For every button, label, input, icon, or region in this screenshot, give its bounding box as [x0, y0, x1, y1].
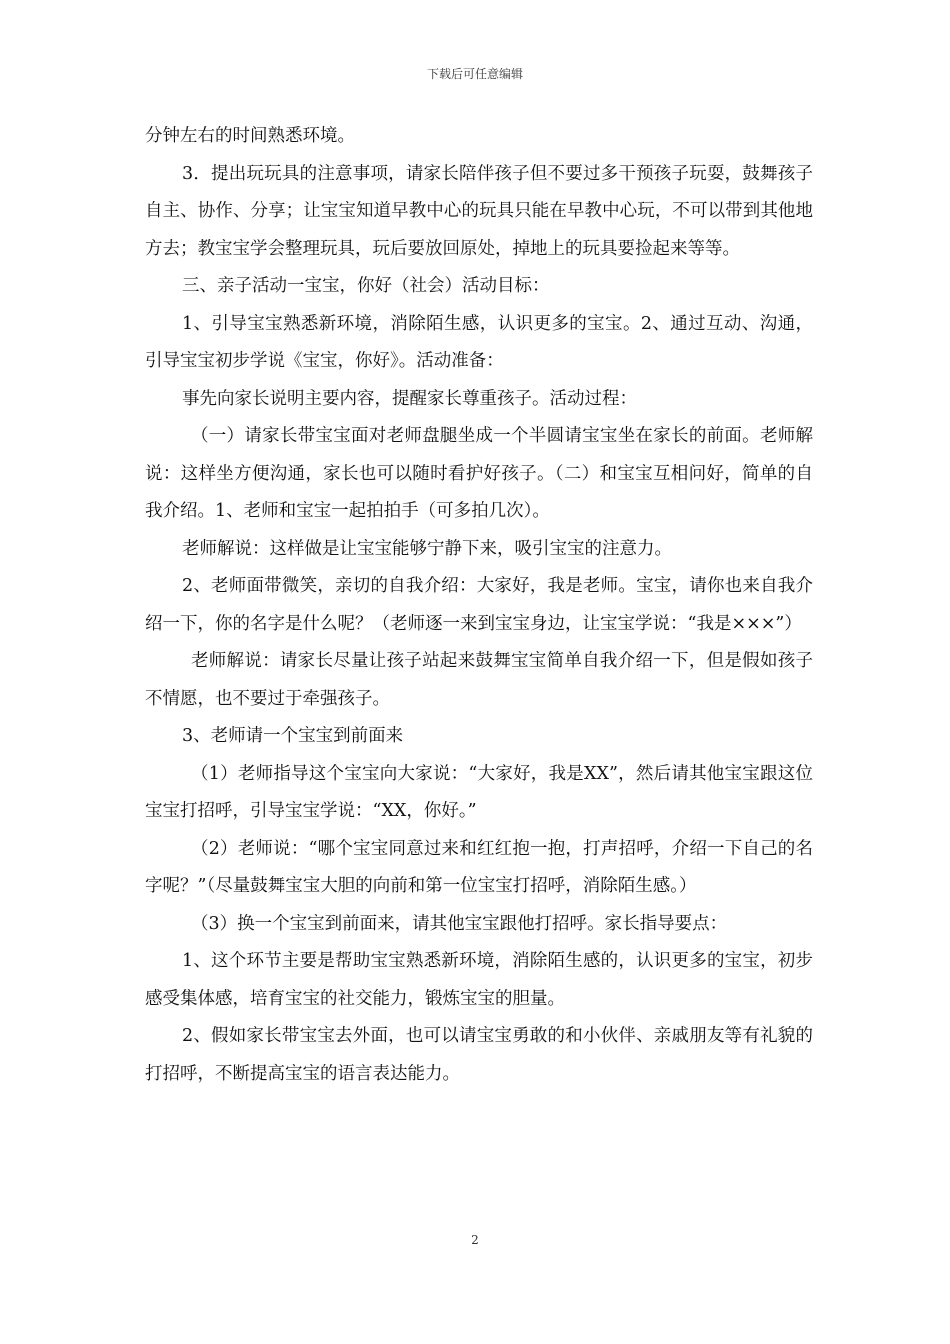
paragraph-substep-1: （1）老师指导这个宝宝向大家说：“大家好，我是XX”，然后请其他宝宝跟这位宝宝打招呼，引导宝宝学说：“XX，你好。”: [145, 763, 813, 821]
paragraph-toy-rules: 3．提出玩玩具的注意事项，请家长陪伴孩子但不要过多干预孩子玩耍，鼓舞孩子自主、协作、分享；让宝宝知道早教中心的玩具只能在早教中心玩，不可以带到其他地方去；教宝宝学会整理玩具，玩后要放回原处，掉地上的玩具要捡起来等等。: [145, 163, 813, 259]
paragraph-guidance-2: 2、假如家长带宝宝去外面，也可以请宝宝勇敢的和小伙伴、亲戚朋友等有礼貌的打招呼，不断提高宝宝的语言表达能力。: [145, 1026, 813, 1084]
page-number: 2: [471, 1233, 479, 1247]
paragraph-teacher-note-1: 老师解说：这样做是让宝宝能够宁静下来，吸引宝宝的注意力。: [182, 538, 672, 559]
paragraph-process-step-1: （一）请家长带宝宝面对老师盘腿坐成一个半圆请宝宝坐在家长的前面。老师解说：这样坐方便沟通，家长也可以随时看护好孩子。（二）和宝宝互相问好，简单的自我介绍。1、老师和宝宝一起拍拍手（可多拍几次）。: [145, 426, 813, 521]
paragraph-step-3: 3、老师请一个宝宝到前面来: [182, 726, 404, 746]
paragraph-preparation: 事先向家长说明主要内容，提醒家长尊重孩子。活动过程：: [182, 388, 637, 409]
paragraph-guidance-1: 1、这个环节主要是帮助宝宝熟悉新环境，消除陌生感的，认识更多的宝宝，初步感受集体感，培育宝宝的社交能力，锻炼宝宝的胆量。: [145, 951, 813, 1009]
paragraph-continuation: 分钟左右的时间熟悉环境。: [145, 126, 355, 146]
paragraph-substep-3: （3）换一个宝宝到前面来，请其他宝宝跟他打招呼。家长指导要点：: [191, 913, 728, 934]
paragraph-teacher-note-2: 老师解说：请家长尽量让孩子站起来鼓舞宝宝简单自我介绍一下，但是假如孩子不情愿，也不要过于牵强孩子。: [145, 651, 813, 709]
section-heading-activity-3: 三、亲子活动一宝宝，你好（社会）活动目标：: [182, 276, 550, 296]
paragraph-self-intro: 2、老师面带微笑，亲切的自我介绍：大家好，我是老师。宝宝，请你也来自我介绍一下，你的名字是什么呢？（老师逐一来到宝宝身边，让宝宝学说：“我是×××”）: [145, 576, 813, 634]
paragraph-activity-goals: 1、引导宝宝熟悉新环境，消除陌生感，认识更多的宝宝。2、通过互动、沟通，引导宝宝初步学说《宝宝，你好》。活动准备：: [145, 313, 813, 371]
document-body: [145, 118, 813, 1093]
page-header: 下载后可任意编辑: [426, 67, 523, 81]
paragraph-substep-2: （2）老师说：“哪个宝宝同意过来和红红抱一抱，打声招呼，介绍一下自己的名字呢？”（尽量鼓舞宝宝大胆的向前和第一位宝宝打招呼，消除陌生感。）: [145, 838, 813, 896]
